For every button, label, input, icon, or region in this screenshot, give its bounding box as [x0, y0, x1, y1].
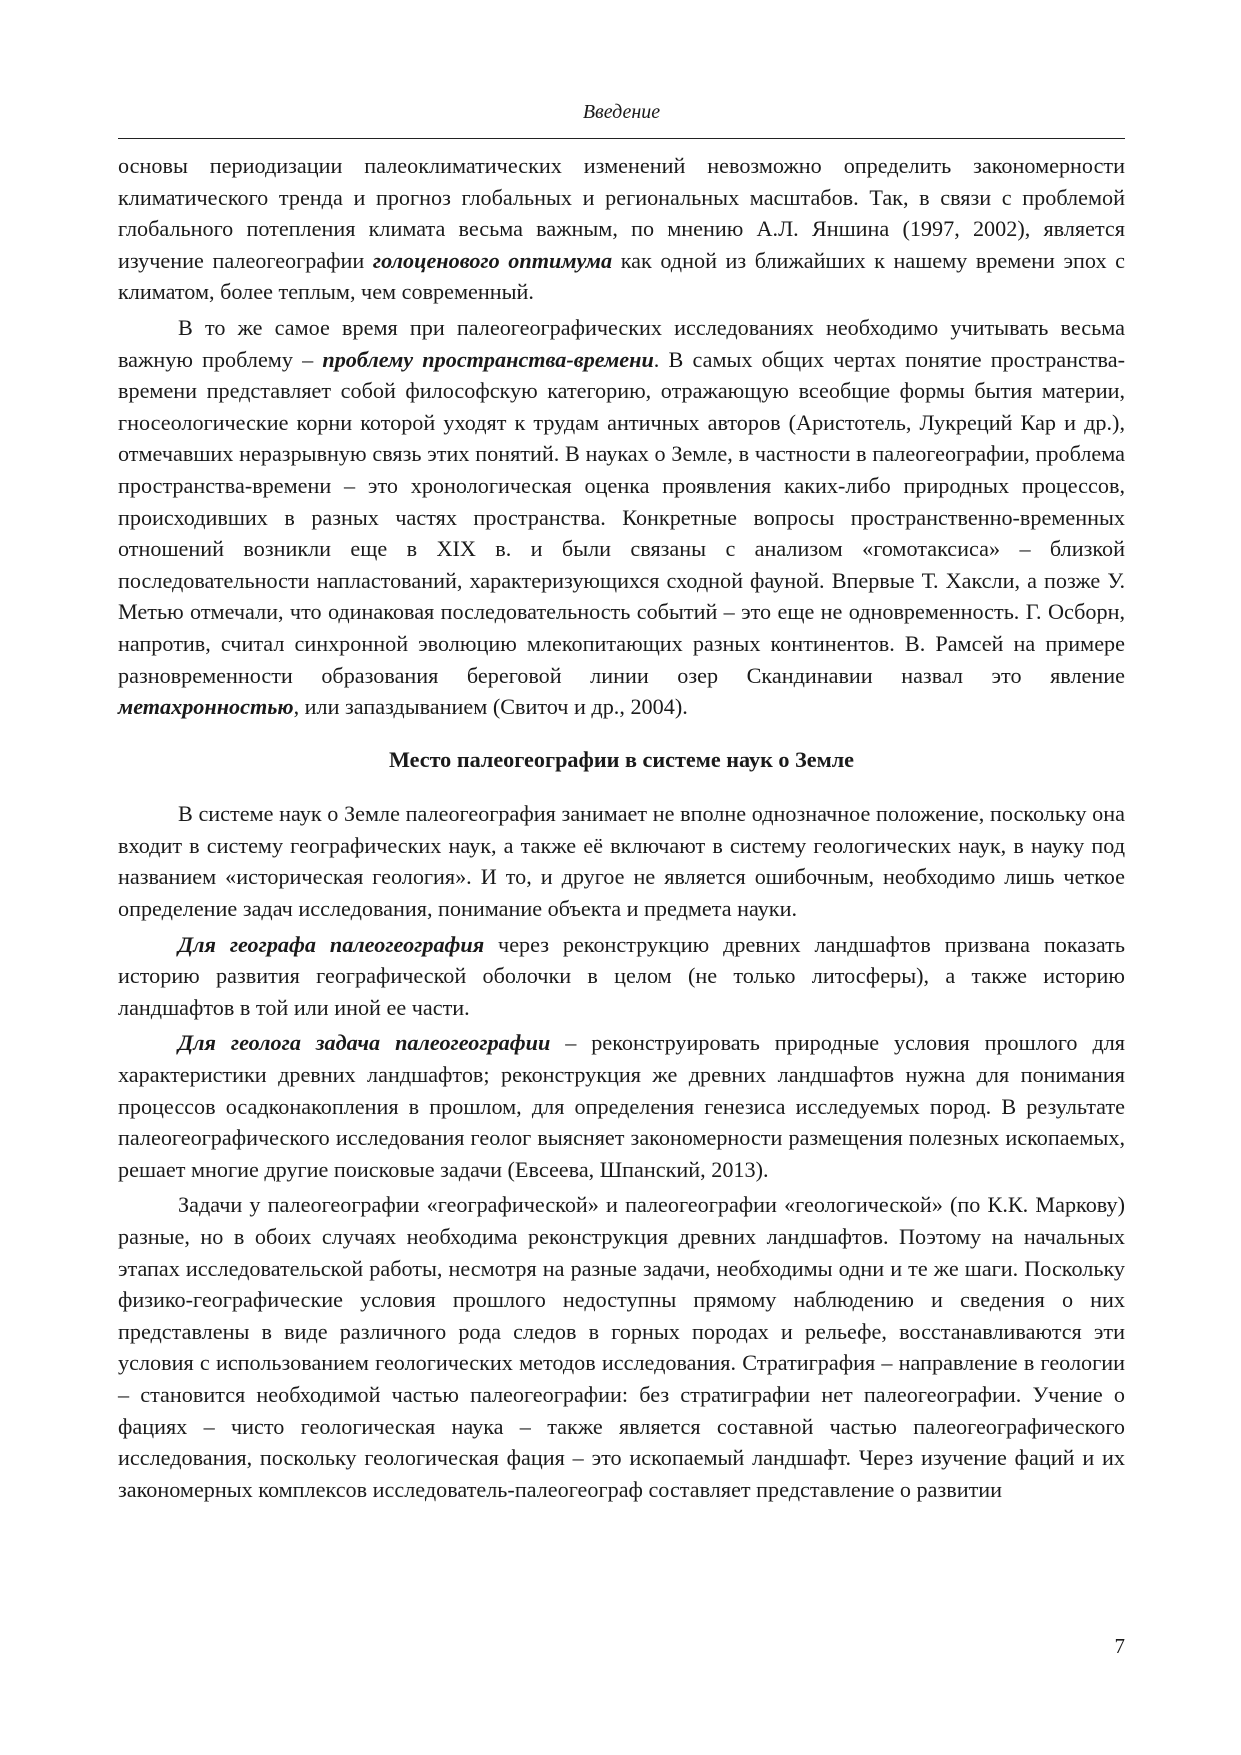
paragraph-1-text-b: как одной из ближайших к нашему времени эпох с климатом, более теплым, чем современный. [118, 247, 1125, 305]
paragraph-6: Задачи у палеогеографии «географической» и палеогеографии «геологической» (по К.К. Маркову) разные, но в обоих случаях необходима реконструкция древних ландшафтов. Поэтому на начальных этапах исследовательской работы, несмотря на разные задачи, необходимы одни и те же шаги. Поскольку физико-географические условия прошлого недоступны прямому наблюдению и сведения о них представлены в виде различного рода следов в горных породах и рельефе, восстанавливаются эти условия с использованием геологических методов исследования. Стратиграфия – направление в геологии – становится необходимой частью палеогеографии: без стратиграфии нет палеогеографии. Учение о фациях – чисто геологическая наука – также является составной частью палеогеографического исследования, поскольку геологическая фация – это ископаемый ландшафт. Через изучение фаций и их закономерных комплексов исследователь-палеогеограф составляет представление о развитии [118, 1192, 1125, 1502]
body-text [118, 150, 1125, 1505]
paragraph-2 [118, 312, 1125, 723]
paragraph-3: В системе наук о Земле палеогеография занимает не вполне однозначное положение, поскольку она входит в систему географических наук, а также её включают в систему геологических наук, в науку под названием «историческая геология». И то, и другое не является ошибочным, необходимо лишь четкое определение задач исследования, понимание объекта и предмета науки. [118, 801, 1125, 922]
paragraph-2-emphasis-1: проблему пространства-времени [322, 346, 654, 372]
page-number: 7 [1114, 1634, 1125, 1658]
paragraph-2-text-a: В то же самое время при палеогеографических исследованиях необходимо учитывать весьма важную проблему – [118, 314, 1125, 372]
paragraph-5-emphasis: Для геолога задача палеогеографии [178, 1030, 551, 1056]
paragraph-2-emphasis-2: метахронностью [118, 694, 294, 720]
paragraph-1 [118, 150, 1125, 308]
paragraph-2-text-c: , или запаздыванием (Свиточ и др., 2004). [293, 694, 688, 720]
paragraph-4 [118, 929, 1125, 1024]
paragraph-1-emphasis: голоценового оптимума [372, 247, 613, 273]
paragraph-5-text: – реконструировать природные условия прошлого для характеристики древних ландшафтов; реконструкция же древних ландшафтов нужна для понимания процессов осадконакопления в прошлом, для определения генезиса исследуемых пород. В результате палеогеографического исследования геолог выясняет закономерности размещения полезных ископаемых, решает многие другие поисковые задачи (Евсеева, Шпанский, 2013). [118, 1030, 1126, 1182]
running-head-title: Введение [582, 101, 661, 123]
paragraph-2-text-b: . В самых общих чертах понятие пространства-времени представляет собой философскую категорию, отражающую всеобщие формы бытия материи, гносеологические корни которой уходят к трудам античных авторов (Аристотель, Лукреций Кар и др.), отмечавших неразрывную связь этих понятий. В науках о Земле, в частности в палеогеографии, проблема пространства-времени – это хронологическая оценка проявления каких-либо природных процессов, происходивших в разных частях пространства. Конкретные вопросы пространственно-временных отношений возникли еще в XIX в. и были связаны с анализом «гомотаксиса» – близкой последовательности напластований, характеризующихся сходной фауной. Впервые Т. Хаксли, а позже У. Метью отмечали, что одинаковая последовательность событий – это еще не одновременность. Г. Осборн, напротив, считал синхронной эволюцию млекопитающих разных континентов. В. Рамсей на примере разновременности образования береговой линии озер Скандинавии назвал это явление [118, 346, 1125, 688]
header-divider [118, 138, 1125, 139]
section-heading: Место палеогеографии в системе наук о Земле [388, 746, 855, 772]
paragraph-4-text: через реконструкцию древних ландшафтов призвана показать историю развития географической оболочки в целом (не только литосферы), а также историю ландшафтов в той или иной ее части. [118, 931, 1125, 1020]
paragraph-1-text-a: основы периодизации палеоклиматических изменений невозможно определить закономерности климатического тренда и прогноз глобальных и региональных масштабов. Так, в связи с проблемой глобального потепления климата весьма важным, по мнению А.Л. Яншина (1997, 2002), является изучение палеогеографии [118, 153, 1125, 273]
paragraph-5 [118, 1027, 1125, 1185]
paragraph-4-emphasis: Для географа палеогеография [178, 931, 485, 957]
